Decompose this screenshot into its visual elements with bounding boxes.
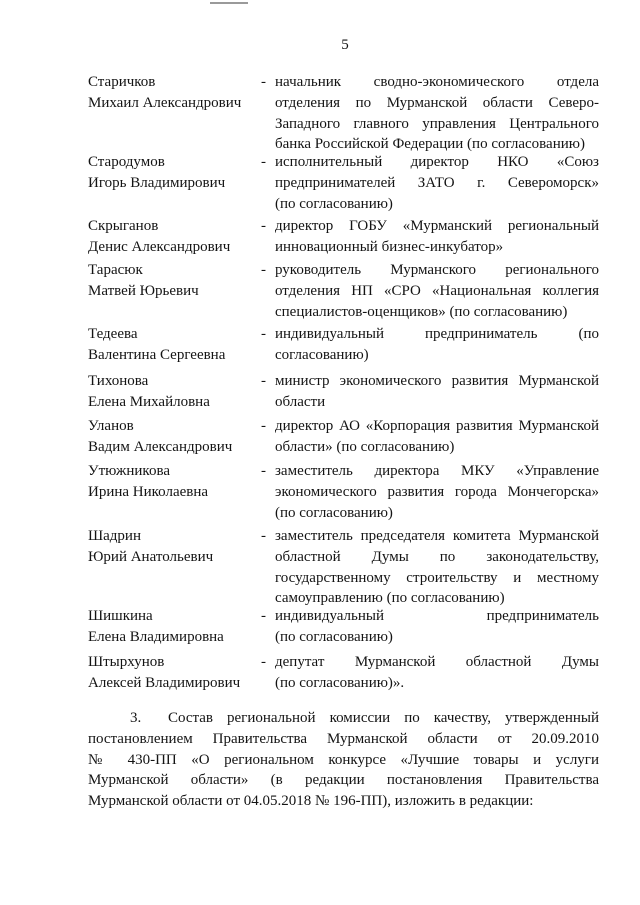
member-name: [88, 416, 260, 458]
member-surname: Старичков: [88, 74, 156, 90]
separator-dash: -: [261, 528, 266, 544]
member-name: [88, 260, 260, 302]
position-line: заместитель директора МКУ «Управление: [275, 463, 599, 479]
member-given-names: Алексей Владимирович: [88, 674, 241, 691]
member-given-names: Ирина Николаевна: [88, 483, 209, 500]
member-name: [88, 526, 260, 568]
member-given-names: Игорь Владимирович: [88, 174, 226, 191]
separator-dash: -: [261, 218, 266, 234]
separator-dash: -: [261, 262, 266, 278]
position-line: специалистов-оценщиков» (по согласованию): [275, 303, 568, 320]
member-position: [275, 72, 599, 155]
member-given-names: Юрий Анатольевич: [88, 548, 214, 565]
member-surname: Скрыганов: [88, 218, 159, 234]
member-position: [275, 416, 599, 458]
scan-mark: [210, 2, 248, 4]
position-line: отделения НП «СРО «Национальная коллегия: [275, 282, 599, 299]
position-line: государственному строительству и местному: [275, 569, 599, 586]
member-position: [275, 652, 599, 694]
separator-dash: -: [261, 463, 266, 479]
member-surname: Тарасюк: [88, 262, 143, 278]
member-name: [88, 461, 260, 503]
paragraph-number: 3.: [130, 710, 142, 726]
position-line: начальник сводно-экономического отдела: [275, 74, 599, 90]
position-line: банка Российской Федерации (по согласованию): [275, 136, 585, 153]
member-given-names: Матвей Юрьевич: [88, 282, 199, 299]
member-position: [275, 324, 599, 366]
separator-dash: -: [261, 608, 266, 624]
member-given-names: Валентина Сергеевна: [88, 346, 226, 363]
member-position: [275, 461, 599, 523]
member-given-names: Елена Михайловна: [88, 393, 210, 410]
member-given-names: Елена Владимировна: [88, 628, 224, 645]
member-position: [275, 216, 599, 258]
member-surname: Стародумов: [88, 154, 165, 170]
member-surname: Шишкина: [88, 608, 153, 624]
position-line: предпринимателей ЗАТО г. Североморск»: [275, 174, 599, 191]
member-position: [275, 260, 599, 322]
member-position: [275, 606, 599, 648]
member-surname: Уланов: [88, 418, 134, 434]
separator-dash: -: [261, 74, 266, 90]
separator-dash: -: [261, 154, 266, 170]
position-line: (по согласованию): [275, 195, 393, 212]
member-surname: Штырхунов: [88, 654, 165, 670]
member-name: [88, 216, 260, 258]
position-line: директор ГОБУ «Мурманский региональный: [275, 218, 599, 234]
member-position: [275, 371, 599, 413]
separator-dash: -: [261, 373, 266, 389]
position-line: (по согласованию): [275, 504, 393, 521]
separator-dash: -: [261, 654, 266, 670]
paragraph-line: Мурманской области от 04.05.2018 № 196-ПП), изложить в редакции:: [88, 793, 534, 810]
member-name: [88, 152, 260, 194]
member-given-names: Михаил Александрович: [88, 94, 242, 111]
member-position: [275, 526, 599, 609]
page-number: 5: [341, 37, 349, 53]
member-surname: Утюжникова: [88, 463, 170, 479]
paragraph-line: № 430-ПП «О региональном конкурсе «Лучшие товары и услуги: [88, 751, 599, 768]
position-line: Западного главного управления Центрального: [275, 115, 599, 132]
position-line: депутат Мурманской областной Думы: [275, 654, 599, 670]
paragraph-3: [88, 708, 599, 812]
member-name: [88, 371, 260, 413]
position-line: самоуправлению (по согласованию): [275, 590, 505, 607]
member-surname: Тихонова: [88, 373, 149, 389]
separator-dash: -: [261, 418, 266, 434]
separator-dash: -: [261, 326, 266, 342]
member-name: [88, 72, 260, 114]
paragraph-line-text: Состав региональной комиссии по качеству, утвержденный: [168, 710, 599, 726]
member-surname: Тедеева: [88, 326, 138, 342]
position-line: инновационный бизнес-инкубатор»: [275, 238, 504, 255]
position-line: индивидуальный предприниматель (по: [275, 326, 599, 342]
member-position: [275, 152, 599, 214]
member-given-names: Вадим Александрович: [88, 438, 233, 455]
position-line: (по согласованию)».: [275, 674, 405, 691]
position-line: согласованию): [275, 346, 369, 363]
position-line: исполнительный директор НКО «Союз: [275, 154, 599, 170]
member-name: [88, 606, 260, 648]
position-line: министр экономического развития Мурманской: [275, 373, 599, 389]
member-surname: Шадрин: [88, 528, 141, 544]
paragraph-line: постановлением Правительства Мурманской области от 20.09.2010: [88, 730, 599, 747]
member-given-names: Денис Александрович: [88, 238, 231, 255]
position-line: директор АО «Корпорация развития Мурманской: [275, 418, 599, 434]
position-line: руководитель Мурманского регионального: [275, 262, 599, 278]
position-line: области» (по согласованию): [275, 438, 455, 455]
position-line: (по согласованию): [275, 628, 393, 645]
paragraph-line: [88, 708, 599, 729]
position-line: отделения по Мурманской области Северо-: [275, 94, 599, 111]
position-line: области: [275, 393, 326, 410]
position-line: экономического развития города Мончегорска»: [275, 483, 599, 500]
position-line: заместитель председателя комитета Мурманской: [275, 528, 599, 544]
position-line: индивидуальный предприниматель: [275, 608, 599, 624]
member-name: [88, 324, 260, 366]
paragraph-line: Мурманской области» (в редакции постановления Правительства: [88, 772, 599, 789]
member-name: [88, 652, 260, 694]
position-line: областной Думы по законодательству,: [275, 548, 599, 565]
